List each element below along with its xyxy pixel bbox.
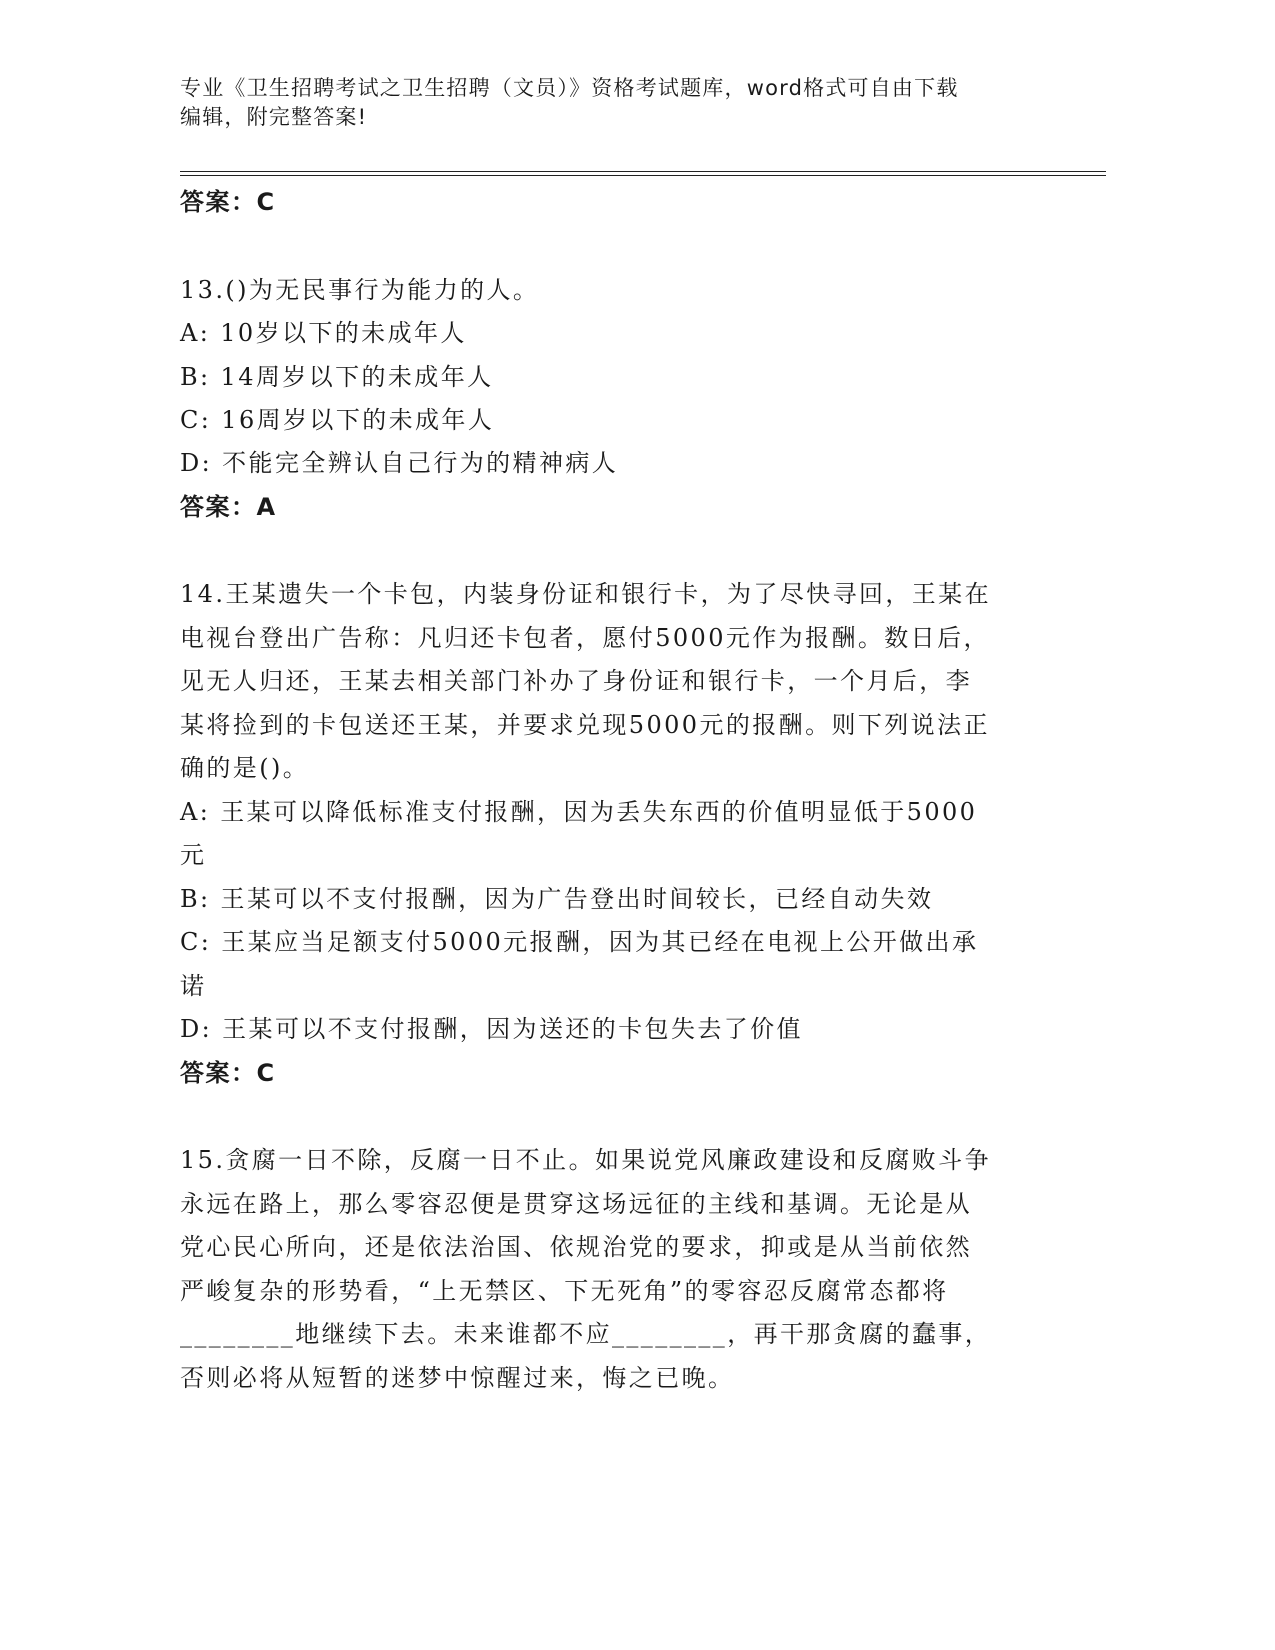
answer-14: 答案：C — [180, 1059, 276, 1087]
header-line-1: 专业《卫生招聘考试之卫生招聘（文员）》资格考试题库，word格式可自由下载 — [180, 76, 959, 100]
question-15-stem-line: 否则必将从短暂的迷梦中惊醒过来，悔之已晚。 — [180, 1364, 735, 1392]
header-rule-bottom — [180, 175, 1106, 176]
question-14-option-a-cont: 元 — [180, 841, 207, 869]
question-14-stem-line: 电视台登出广告称：凡归还卡包者，愿付5000元作为报酬。数日后， — [180, 624, 990, 652]
question-14-option-d: D: 王某可以不支付报酬，因为送还的卡包失去了价值 — [180, 1015, 803, 1043]
question-13-option-c: C: 16周岁以下的未成年人 — [180, 406, 495, 434]
question-13-option-d: D: 不能完全辨认自己行为的精神病人 — [180, 449, 619, 477]
question-14-stem-line: 某将捡到的卡包送还王某，并要求兑现5000元的报酬。则下列说法正 — [180, 711, 990, 739]
question-14-stem-line: 见无人归还，王某去相关部门补办了身份证和银行卡，一个月后，李 — [180, 667, 972, 695]
question-13-option-b: B: 14周岁以下的未成年人 — [180, 363, 494, 391]
question-14-option-a: A: 王某可以降低标准支付报酬，因为丢失东西的价值明显低于5000 — [180, 798, 978, 826]
question-14-option-c: C: 王某应当足额支付5000元报酬，因为其已经在电视上公开做出承 — [180, 928, 979, 956]
question-14-option-b: B: 王某可以不支付报酬，因为广告登出时间较长，已经自动失效 — [180, 885, 934, 913]
header-line-2: 编辑，附完整答案! — [180, 105, 368, 129]
question-15-stem-line: ________地继续下去。未来谁都不应________，再干那贪腐的蠢事， — [180, 1320, 992, 1348]
question-14-stem-line: 14.王某遗失一个卡包，内装身份证和银行卡，为了尽快寻回，王某在 — [180, 580, 991, 608]
question-15-stem-line: 党心民心所向，还是依法治国、依规治党的要求，抑或是从当前依然 — [180, 1233, 972, 1261]
answer-13: 答案：A — [180, 493, 277, 521]
question-15-stem-line: 严峻复杂的形势看，“上无禁区、下无死角”的零容忍反腐常态都将 — [180, 1277, 949, 1305]
question-13-option-a: A: 10岁以下的未成年人 — [180, 319, 467, 347]
answer-12: 答案：C — [180, 188, 276, 216]
question-14-stem-line: 确的是()。 — [180, 754, 310, 782]
document-header — [180, 74, 1030, 132]
question-15-stem-line: 15.贪腐一日不除，反腐一日不止。如果说党风廉政建设和反腐败斗争 — [180, 1146, 991, 1174]
question-13-stem: 13.()为无民事行为能力的人。 — [180, 276, 540, 304]
header-rule-top — [180, 171, 1106, 172]
question-15-stem-line: 永远在路上，那么零容忍便是贯穿这场远征的主线和基调。无论是从 — [180, 1190, 972, 1218]
question-14-option-c-cont: 诺 — [180, 972, 207, 1000]
